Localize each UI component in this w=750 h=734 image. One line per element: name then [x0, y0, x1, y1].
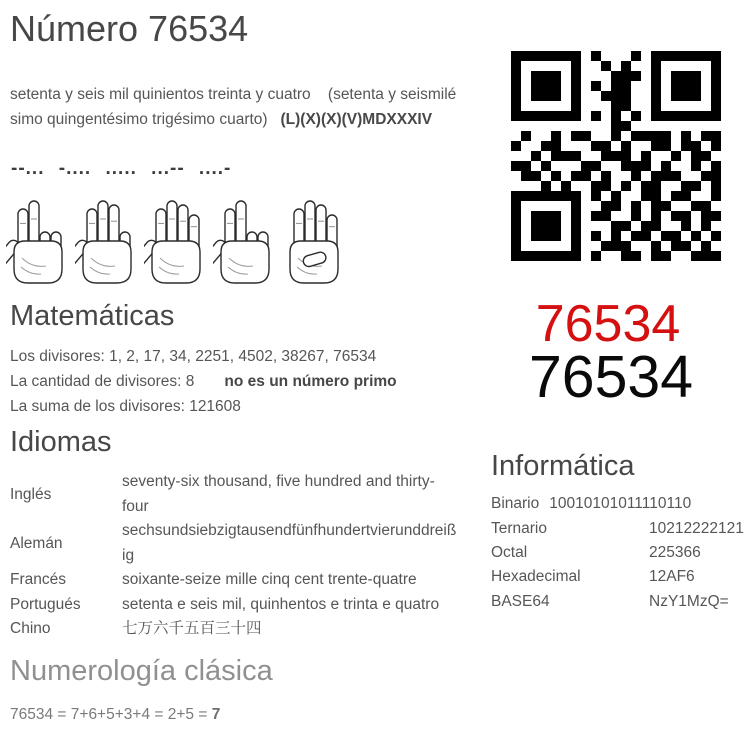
language-label: Alemán	[10, 534, 63, 552]
number-names	[10, 82, 495, 132]
big-number-black: 76534	[528, 344, 694, 410]
language-value-line: 七万六千五百三十四	[122, 620, 262, 637]
language-value-line: four	[122, 497, 149, 515]
base-row-ternario	[491, 516, 750, 540]
base-row-hexadecimal	[491, 565, 750, 589]
page-title: Número 76534	[10, 8, 249, 49]
base-label: BASE64	[491, 592, 550, 610]
hand-sign-6-icon	[75, 197, 139, 290]
language-value-line: soixante-seize mille cinq cent trente-quatre	[122, 571, 417, 588]
language-label: Francés	[10, 571, 66, 589]
hand-sign-3-icon	[213, 197, 277, 290]
divisor-sum-line: La suma de los divisores: 121608	[10, 398, 241, 415]
base-row-octal	[491, 541, 750, 565]
language-value	[122, 617, 262, 642]
language-row-inglés	[10, 470, 480, 519]
section-title-idiomas: Idiomas	[10, 426, 112, 458]
language-value	[122, 470, 435, 519]
qr-code-image	[511, 51, 721, 261]
language-value-line: seventy-six thousand, five hundred and thirty-	[122, 473, 435, 490]
matematicas-lines	[10, 344, 397, 419]
big-number-red: 76534	[535, 295, 681, 353]
language-label: Inglés	[10, 485, 52, 503]
hand-sign-7-icon	[6, 197, 70, 290]
base-value: 10212222121	[649, 519, 744, 537]
divisor-count: La cantidad de divisores: 8	[10, 373, 195, 390]
spanish-ordinal: simo quingentésimo trigésimo cuarto)	[10, 110, 281, 128]
not-prime-note: no es un número primo	[224, 373, 397, 390]
morse-code: --... -.... ..... ...-- ....-	[11, 158, 232, 179]
language-label: Portugués	[10, 595, 81, 613]
base-label: Ternario	[491, 519, 547, 537]
base-value: 12AF6	[649, 568, 695, 586]
language-value	[122, 593, 439, 618]
spanish-cardinal: setenta y seis mil quinientos treinta y cuatro (setenta y seismilé	[10, 85, 457, 103]
base-label: Hexadecimal	[491, 568, 581, 586]
divisors-line: Los divisores: 1, 2, 17, 34, 2251, 4502, 38267, 76534	[10, 348, 377, 365]
section-title-matematicas: Matemáticas	[10, 300, 175, 332]
base-value: 10010101011110110	[549, 495, 692, 513]
language-row-francés	[10, 568, 480, 593]
formula-result: 7	[211, 706, 221, 723]
language-value	[122, 519, 456, 568]
base-row-base64	[491, 590, 750, 614]
language-row-alemán	[10, 519, 480, 568]
section-title-informatica: Informática	[491, 450, 635, 482]
hand-signs	[6, 197, 346, 290]
base-row-binario	[491, 492, 750, 516]
language-row-portugués	[10, 593, 480, 618]
language-table	[10, 470, 480, 642]
language-row-chino	[10, 617, 480, 642]
language-label: Chino	[10, 620, 51, 638]
qr-code	[511, 51, 721, 261]
base-label: Binario	[491, 495, 540, 513]
numerology-formula	[10, 702, 220, 727]
divisor-count-line	[10, 369, 397, 394]
base-value: NzY1MzQ=	[649, 592, 729, 610]
informatica-table	[491, 492, 750, 614]
hand-sign-4-icon	[282, 197, 346, 290]
language-value-line: ig	[122, 546, 135, 564]
language-value-line: sechsundsiebzigtausendfünfhundertvierunddreiß	[122, 522, 457, 539]
language-value	[122, 568, 417, 593]
base-value: 225366	[649, 543, 701, 561]
formula-text: 76534 = 7+6+5+3+4 = 2+5 =	[10, 706, 212, 723]
base-label: Octal	[491, 543, 528, 561]
hand-sign-5-icon	[144, 197, 208, 290]
section-title-numerologia: Numerología clásica	[10, 655, 273, 687]
roman-numeral: (L)(X)(X)(V)MDXXXIV	[280, 110, 433, 128]
language-value-line: setenta e seis mil, quinhentos e trinta e quatro	[122, 595, 440, 613]
